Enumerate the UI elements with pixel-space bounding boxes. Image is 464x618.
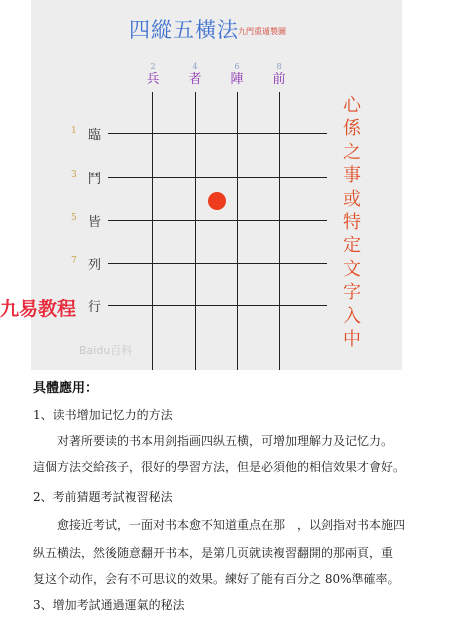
list-item-title: 2、考前猜題考試複習秘法 [33, 490, 173, 504]
grid-horizontal-line [108, 305, 327, 306]
column-number: 2 [150, 62, 156, 71]
paragraph-line: 复这个动作，会有不可思议的效果。練好了能有百分之 80%準確率。 [33, 572, 400, 586]
row-number: 5 [71, 213, 77, 223]
column-number: 4 [192, 62, 198, 71]
grid-vertical-line [152, 92, 153, 370]
four-vertical-five-horizontal-diagram [31, 0, 402, 370]
center-dot [208, 192, 226, 210]
row-label: 行 [88, 300, 102, 315]
section-heading: 具體應用： [33, 381, 99, 396]
row-label: 列 [88, 258, 102, 273]
vertical-side-text: 心係之事或特定文字入中 [343, 95, 361, 351]
column-label: 者 [188, 72, 202, 87]
row-label: 臨 [88, 128, 102, 143]
paragraph-line: 对著所要读的书本用剑指画四纵五横，可增加理解力及记忆力。 [33, 434, 394, 448]
column-label: 兵 [146, 72, 160, 87]
grid-vertical-line [237, 92, 238, 370]
list-item-title: 1、读书增加记忆力的方法 [33, 408, 173, 422]
paragraph-line: 這個方法交給孩子，很好的學習方法，但是必須他的相信效果才會好。 [33, 460, 406, 474]
column-number: 8 [276, 62, 282, 71]
list-item-title: 3、增加考試通過運氣的秘法 [33, 598, 185, 612]
row-label: 皆 [88, 215, 102, 230]
baidu-watermark: Baidu百科 [79, 344, 133, 357]
paragraph-line: 纵五横法，然後随意翻开书本，是第几页就读複習翻開的那兩頁，重 [33, 546, 394, 560]
site-watermark: 九易教程 [0, 298, 77, 320]
diagram-subtitle: 九門重遁製圖 [238, 27, 286, 36]
column-label: 前 [272, 72, 286, 87]
row-label: 鬥 [88, 172, 102, 187]
grid-horizontal-line [108, 220, 327, 221]
row-number: 1 [71, 126, 77, 136]
grid-vertical-line [279, 92, 280, 370]
grid-vertical-line [195, 92, 196, 370]
grid-horizontal-line [108, 133, 327, 134]
grid-horizontal-line [108, 263, 327, 264]
row-number: 7 [71, 256, 77, 266]
paragraph-line: 愈接近考试，一面对书本愈不知道重点在那 ，以剑指对书本施四 [33, 518, 406, 532]
column-label: 陣 [230, 72, 244, 87]
column-number: 6 [234, 62, 240, 71]
diagram-title: 四縱五橫法 [129, 18, 239, 42]
grid-horizontal-line [108, 177, 327, 178]
row-number: 3 [71, 170, 77, 180]
